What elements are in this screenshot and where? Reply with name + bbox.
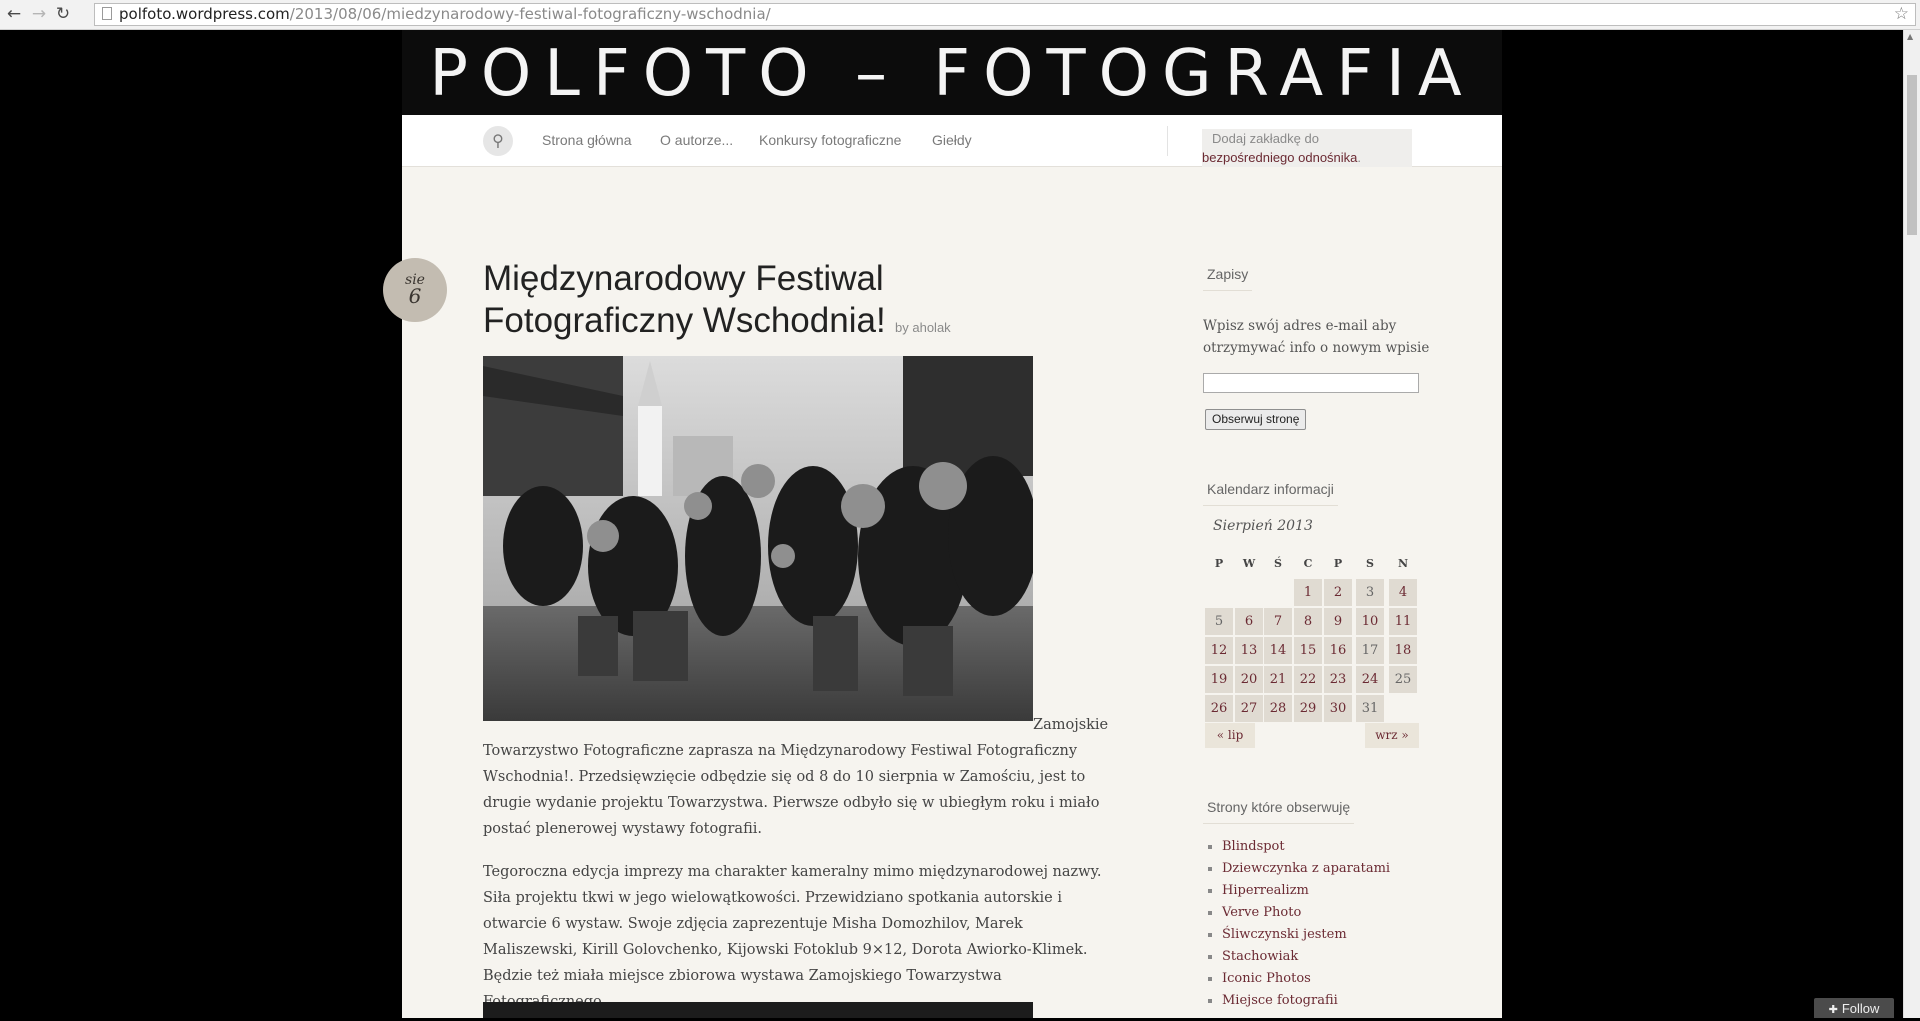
calendar-weekday: S bbox=[1366, 557, 1374, 570]
following-item-label[interactable]: Stachowiak bbox=[1222, 949, 1299, 964]
calendar-day[interactable]: 28 bbox=[1264, 695, 1292, 722]
follow-bar-label: Follow bbox=[1841, 1001, 1880, 1016]
calendar-day[interactable]: 19 bbox=[1205, 666, 1233, 693]
calendar-caption: Sierpień 2013 bbox=[1213, 518, 1313, 534]
menu-divider bbox=[1167, 126, 1168, 156]
calendar-day[interactable]: 1 bbox=[1294, 579, 1322, 606]
calendar-weekday: P bbox=[1214, 557, 1224, 570]
following-list bbox=[1206, 836, 1390, 1012]
permalink-note bbox=[1202, 129, 1412, 169]
follow-site-button[interactable]: Obserwuj stronę bbox=[1205, 409, 1306, 430]
following-item[interactable] bbox=[1222, 902, 1390, 924]
calendar-day[interactable]: 4 bbox=[1389, 579, 1417, 606]
calendar-day[interactable]: 27 bbox=[1235, 695, 1263, 722]
calendar-day[interactable]: 13 bbox=[1235, 637, 1263, 664]
following-item-label[interactable]: Dziewczynka z aparatami bbox=[1222, 861, 1391, 876]
calendar-day[interactable]: 23 bbox=[1324, 666, 1352, 693]
calendar-day: 31 bbox=[1356, 695, 1384, 722]
calendar-day[interactable]: 14 bbox=[1264, 637, 1292, 664]
following-item-label[interactable]: Śliwczynski jestem bbox=[1222, 927, 1347, 942]
post-date-badge bbox=[383, 258, 447, 322]
post-date-month: sie bbox=[405, 272, 425, 288]
following-item-label[interactable]: Hiperrealizm bbox=[1222, 883, 1309, 898]
calendar-day[interactable]: 26 bbox=[1205, 695, 1233, 722]
site-header bbox=[402, 30, 1502, 115]
post-photo-second[interactable] bbox=[483, 1002, 1033, 1018]
calendar-day[interactable]: 10 bbox=[1356, 608, 1384, 635]
calendar-day[interactable]: 11 bbox=[1389, 608, 1417, 635]
menu-item-fairs[interactable]: Giełdy bbox=[932, 132, 972, 148]
calendar-day: 17 bbox=[1356, 637, 1384, 664]
permalink-prefix: Dodaj zakładkę do bbox=[1212, 131, 1319, 146]
url-text bbox=[119, 4, 771, 25]
calendar-day[interactable]: 2 bbox=[1324, 579, 1352, 606]
url-path: /2013/08/06/miedzynarodowy-festiwal-fotograficzny-wschodnia/ bbox=[289, 5, 771, 23]
calendar-day[interactable]: 29 bbox=[1294, 695, 1322, 722]
calendar-day[interactable]: 24 bbox=[1356, 666, 1384, 693]
calendar-day[interactable]: 15 bbox=[1294, 637, 1322, 664]
permalink-suffix: . bbox=[1357, 150, 1362, 165]
calendar-day[interactable]: 6 bbox=[1235, 608, 1263, 635]
calendar-day[interactable]: 16 bbox=[1324, 637, 1352, 664]
reload-icon[interactable]: ↻ bbox=[55, 4, 71, 24]
calendar-next-link[interactable]: wrz » bbox=[1365, 723, 1419, 748]
post-paragraph-2: Tegoroczna edycja imprezy ma charakter kameralny mimo międzynarodowej nazwy. Siła projektu tkwi w jego wielowątkowości. Przewidziano spotkania autorskie i otwarcie 6 wystaw. Swoje zdjęcia zaprezentuje Misha Domozhilov, Marek Maliszewski, Kirill Golovchenko, Kijowski Fotoklub 9×12, Dorota Awiorko-Klimek. Będzie też miała miejsce zbiorowa wystawa Zamojskiego Towarzystwa bbox=[483, 864, 1102, 984]
address-bar[interactable] bbox=[94, 3, 1916, 26]
post-paragraph-1: Towarzystwo Fotograficzne zaprasza na Międzynarodowy Festiwal Fotograficzny Wschodnia!. Przedsięwzięcie odbędzie się od 8 do 10 sierpnia w Zamościu, jest to drugie wydanie projektu Towarzystwa. Pierwsze odbyło się w ubiegłym roku i miało postać plenerowej wystawy fotografii. bbox=[483, 743, 1100, 837]
crowd-photo-illustration bbox=[483, 356, 1033, 721]
following-item-label[interactable]: Iconic Photos bbox=[1222, 971, 1311, 986]
calendar-weekday: P bbox=[1333, 557, 1343, 570]
calendar-day[interactable]: 20 bbox=[1235, 666, 1263, 693]
byline-prefix: by bbox=[895, 320, 909, 335]
widget-title-subscribe: Zapisy bbox=[1203, 266, 1252, 291]
calendar-day: 3 bbox=[1356, 579, 1384, 606]
post-byline bbox=[895, 320, 951, 335]
menu-item-contests[interactable]: Konkursy fotograficzne bbox=[759, 132, 902, 148]
following-item-label[interactable]: Miejsce fotografii bbox=[1222, 993, 1338, 1008]
permalink-link[interactable]: bezpośredniego odnośnika bbox=[1202, 150, 1358, 165]
calendar-weekday: N bbox=[1397, 557, 1409, 570]
main-navigation bbox=[402, 115, 1502, 167]
scroll-thumb[interactable] bbox=[1907, 75, 1917, 235]
calendar-day: 25 bbox=[1389, 666, 1417, 693]
following-item-label[interactable]: Verve Photo bbox=[1222, 905, 1302, 920]
star-icon[interactable]: ☆ bbox=[1893, 4, 1909, 24]
menu-item-about[interactable]: O autorze... bbox=[660, 132, 734, 148]
follow-bar-button[interactable] bbox=[1814, 998, 1894, 1018]
search-icon[interactable]: ⚲ bbox=[483, 126, 513, 156]
following-item[interactable] bbox=[1222, 836, 1390, 858]
calendar-day: 5 bbox=[1205, 608, 1233, 635]
calendar-day[interactable]: 18 bbox=[1389, 637, 1417, 664]
following-item-label[interactable]: Blindspot bbox=[1222, 839, 1285, 854]
post-date-day: 6 bbox=[408, 284, 422, 308]
calendar-day[interactable]: 30 bbox=[1324, 695, 1352, 722]
page-scrollbar[interactable] bbox=[1903, 30, 1920, 1018]
post-title[interactable]: Międzynarodowy Festiwal Fotograficzny Wschodnia! bbox=[483, 259, 886, 340]
page-icon bbox=[102, 7, 112, 20]
following-item[interactable] bbox=[1222, 880, 1390, 902]
post-photo[interactable] bbox=[483, 356, 1033, 721]
following-item[interactable] bbox=[1222, 924, 1390, 946]
calendar-day[interactable]: 22 bbox=[1294, 666, 1322, 693]
calendar-day[interactable]: 12 bbox=[1205, 637, 1233, 664]
back-arrow-icon[interactable]: ← bbox=[6, 4, 22, 24]
scroll-up-arrow-icon[interactable]: ▲ bbox=[1907, 32, 1914, 41]
calendar-day[interactable]: 8 bbox=[1294, 608, 1322, 635]
site-title[interactable]: POLFOTO – FOTOGRAFIA bbox=[429, 37, 1475, 111]
following-item[interactable] bbox=[1222, 968, 1390, 990]
following-item[interactable] bbox=[1222, 990, 1390, 1012]
forward-arrow-icon[interactable]: → bbox=[31, 4, 47, 24]
calendar-weekday: C bbox=[1303, 557, 1313, 570]
subscribe-description: Wpisz swój adres e-mail aby otrzymywać info o nowym wpisie bbox=[1203, 318, 1430, 356]
widget-title-calendar: Kalendarz informacji bbox=[1203, 481, 1338, 506]
calendar-day[interactable]: 21 bbox=[1264, 666, 1292, 693]
menu-item-home[interactable]: Strona główna bbox=[542, 132, 632, 148]
following-item[interactable] bbox=[1222, 946, 1390, 968]
following-item[interactable] bbox=[1222, 858, 1390, 880]
post-author-link[interactable]: aholak bbox=[912, 320, 951, 335]
subscribe-email-input[interactable] bbox=[1203, 373, 1419, 393]
browser-toolbar bbox=[0, 0, 1920, 30]
plus-icon: ✚ bbox=[1828, 1004, 1838, 1016]
calendar-day[interactable]: 9 bbox=[1324, 608, 1352, 635]
widget-title-following: Strony które obserwuję bbox=[1203, 799, 1354, 824]
calendar-day[interactable]: 7 bbox=[1264, 608, 1292, 635]
calendar-weekday: W bbox=[1242, 557, 1256, 570]
calendar-prev-link[interactable]: « lip bbox=[1205, 723, 1255, 748]
calendar-weekday: Ś bbox=[1274, 557, 1282, 570]
post-first-words: Zamojskie bbox=[1033, 717, 1109, 733]
url-host: polfoto.wordpress.com bbox=[119, 5, 290, 23]
